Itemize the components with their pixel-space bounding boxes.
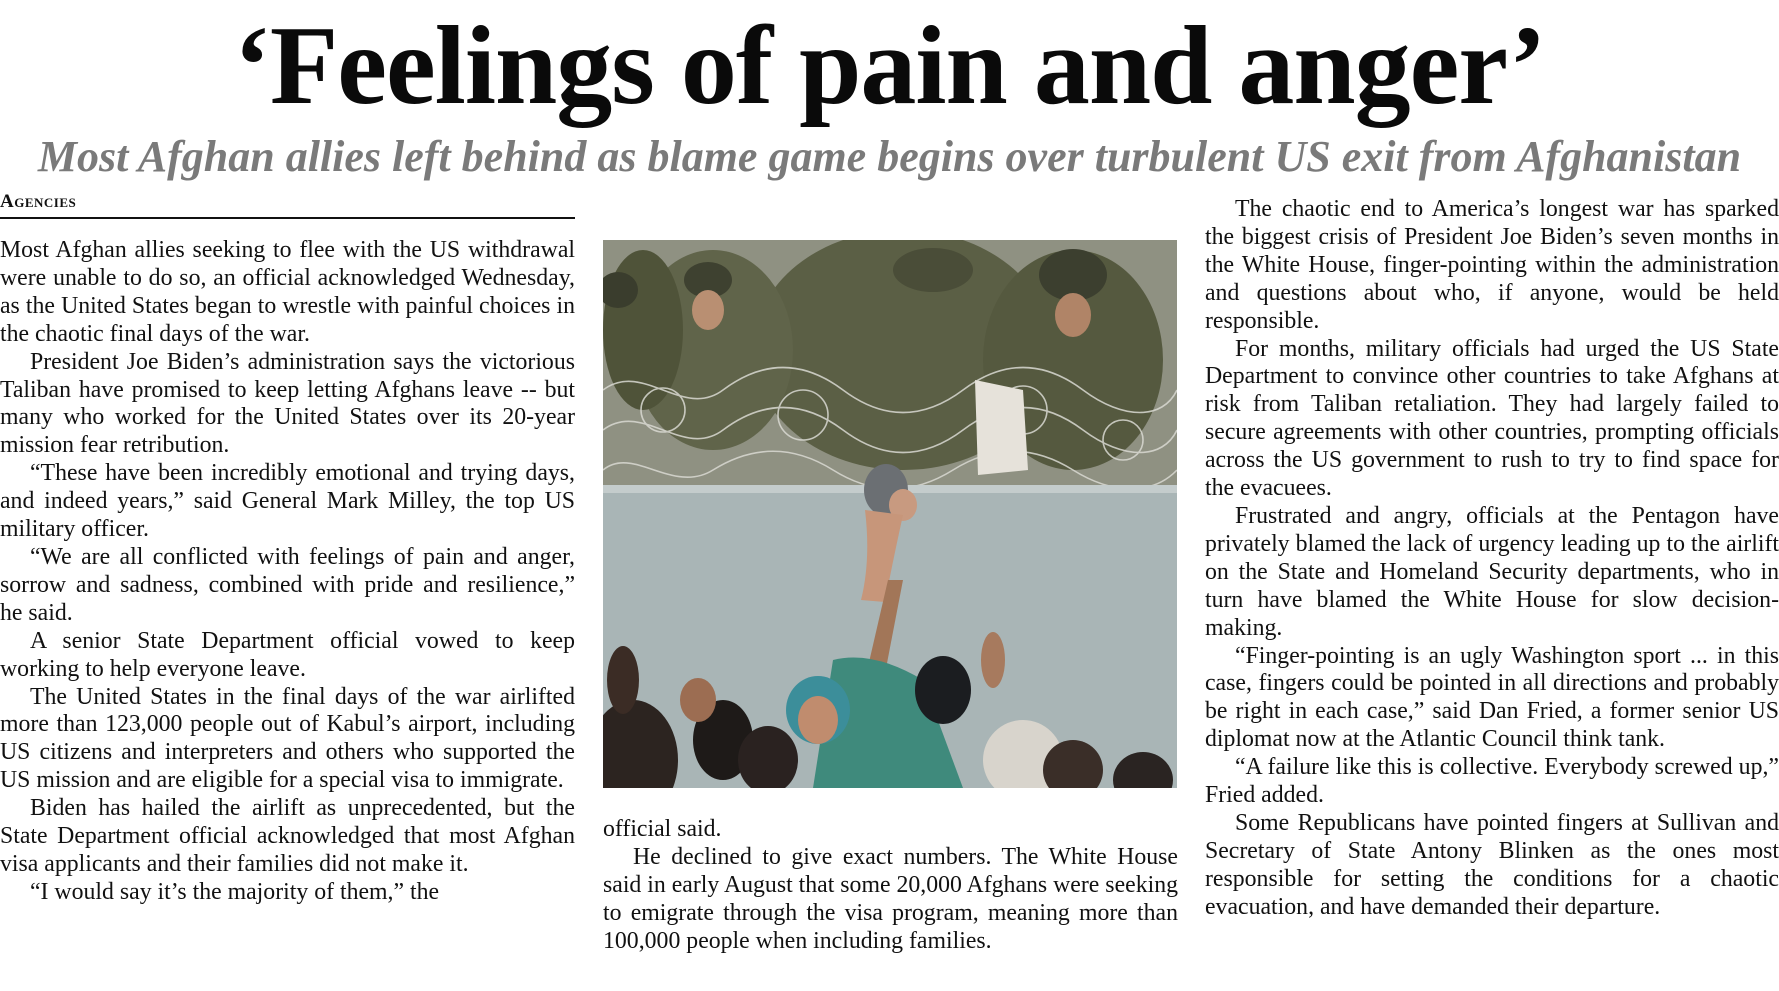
paragraph: “I would say it’s the majority of them,” the xyxy=(30,878,440,905)
paragraph: Frustrated and angry, officials at the Pentagon have privately blamed the lack of urgency leading up to the airlift on the State and Homeland Security departments, who in turn have blamed the White House for slow decision-making. xyxy=(1205,502,1779,641)
paragraph: “Finger-pointing is an ugly Washington sport ... in this case, fingers could be pointed in all directions and probably be right in each case,” said Dan Fried, a former senior US diplomat now at the Atlantic Council think tank. xyxy=(1205,642,1779,753)
paragraph: Biden has hailed the airlift as unprecedented, but the State Department official acknowledged that most Afghan visa applicants and their families did not make it. xyxy=(0,795,575,877)
news-photo xyxy=(603,240,1177,788)
paragraph: “These have been incredibly emotional and trying days, and indeed years,” said General Mark Milley, the top US military officer. xyxy=(0,460,575,543)
paragraph: The chaotic end to America’s longest war has sparked the biggest crisis of President Joe Biden’s seven months in the White House, finger-pointing within the administration and questions about who, if anyone, would be held responsible. xyxy=(1205,196,1779,334)
article-column-1 xyxy=(0,237,575,907)
paragraph: For months, military officials had urged the US State Department to convince other countries to take Afghans at risk from Taliban retaliation. They had largely failed to secure agreements with other countries, prompting officials across the US government to rush to try to find space for the evacuees. xyxy=(1205,335,1779,502)
paragraph: “We are all conflicted with feelings of pain and anger, sorrow and sadness, combined with pride and resilience,” he said. xyxy=(0,543,575,626)
paragraph: Most Afghan allies seeking to flee with the US withdrawal were unable to do so, an official acknowledged Wednesday, as the United States began to wrestle with painful choices in the chaotic final days of the war. xyxy=(0,237,575,347)
paragraph: “A failure like this is collective. Everybody screwed up,” Fried added. xyxy=(1205,754,1779,809)
byline: Agencies xyxy=(0,191,575,219)
subheadline: Most Afghan allies left behind as blame game begins over turbulent US exit from Afghanistan xyxy=(37,132,1742,181)
paragraph: official said. xyxy=(603,816,722,842)
paragraph: The United States in the final days of the war airlifted more than 123,000 people out of Kabul’s airport, including US citizens and interpreters and others who supported the US mission and are eligible for a special visa to immigrate. xyxy=(0,683,575,794)
article-column-2 xyxy=(603,816,1178,956)
paragraph: A senior State Department official vowed to keep working to help everyone leave. xyxy=(0,627,575,682)
article-column-3 xyxy=(1205,196,1779,922)
paragraph: Some Republicans have pointed fingers at Sullivan and Secretary of State Antony Blinken as the ones most responsible for setting the conditions for a chaotic evacuation, and have demanded their departure. xyxy=(1205,809,1779,920)
paragraph: President Joe Biden’s administration says the victorious Taliban have promised to keep letting Afghans leave -- but many who worked for the United States over its 20-year mission fear retribution. xyxy=(0,348,575,459)
paragraph: He declined to give exact numbers. The White House said in early August that some 20,000 Afghans were seeking to emigrate through the visa program, meaning more than 100,000 people when including families. xyxy=(603,843,1178,954)
headline: ‘Feelings of pain and anger’ xyxy=(233,4,1546,128)
photo-illustration xyxy=(603,240,1177,788)
